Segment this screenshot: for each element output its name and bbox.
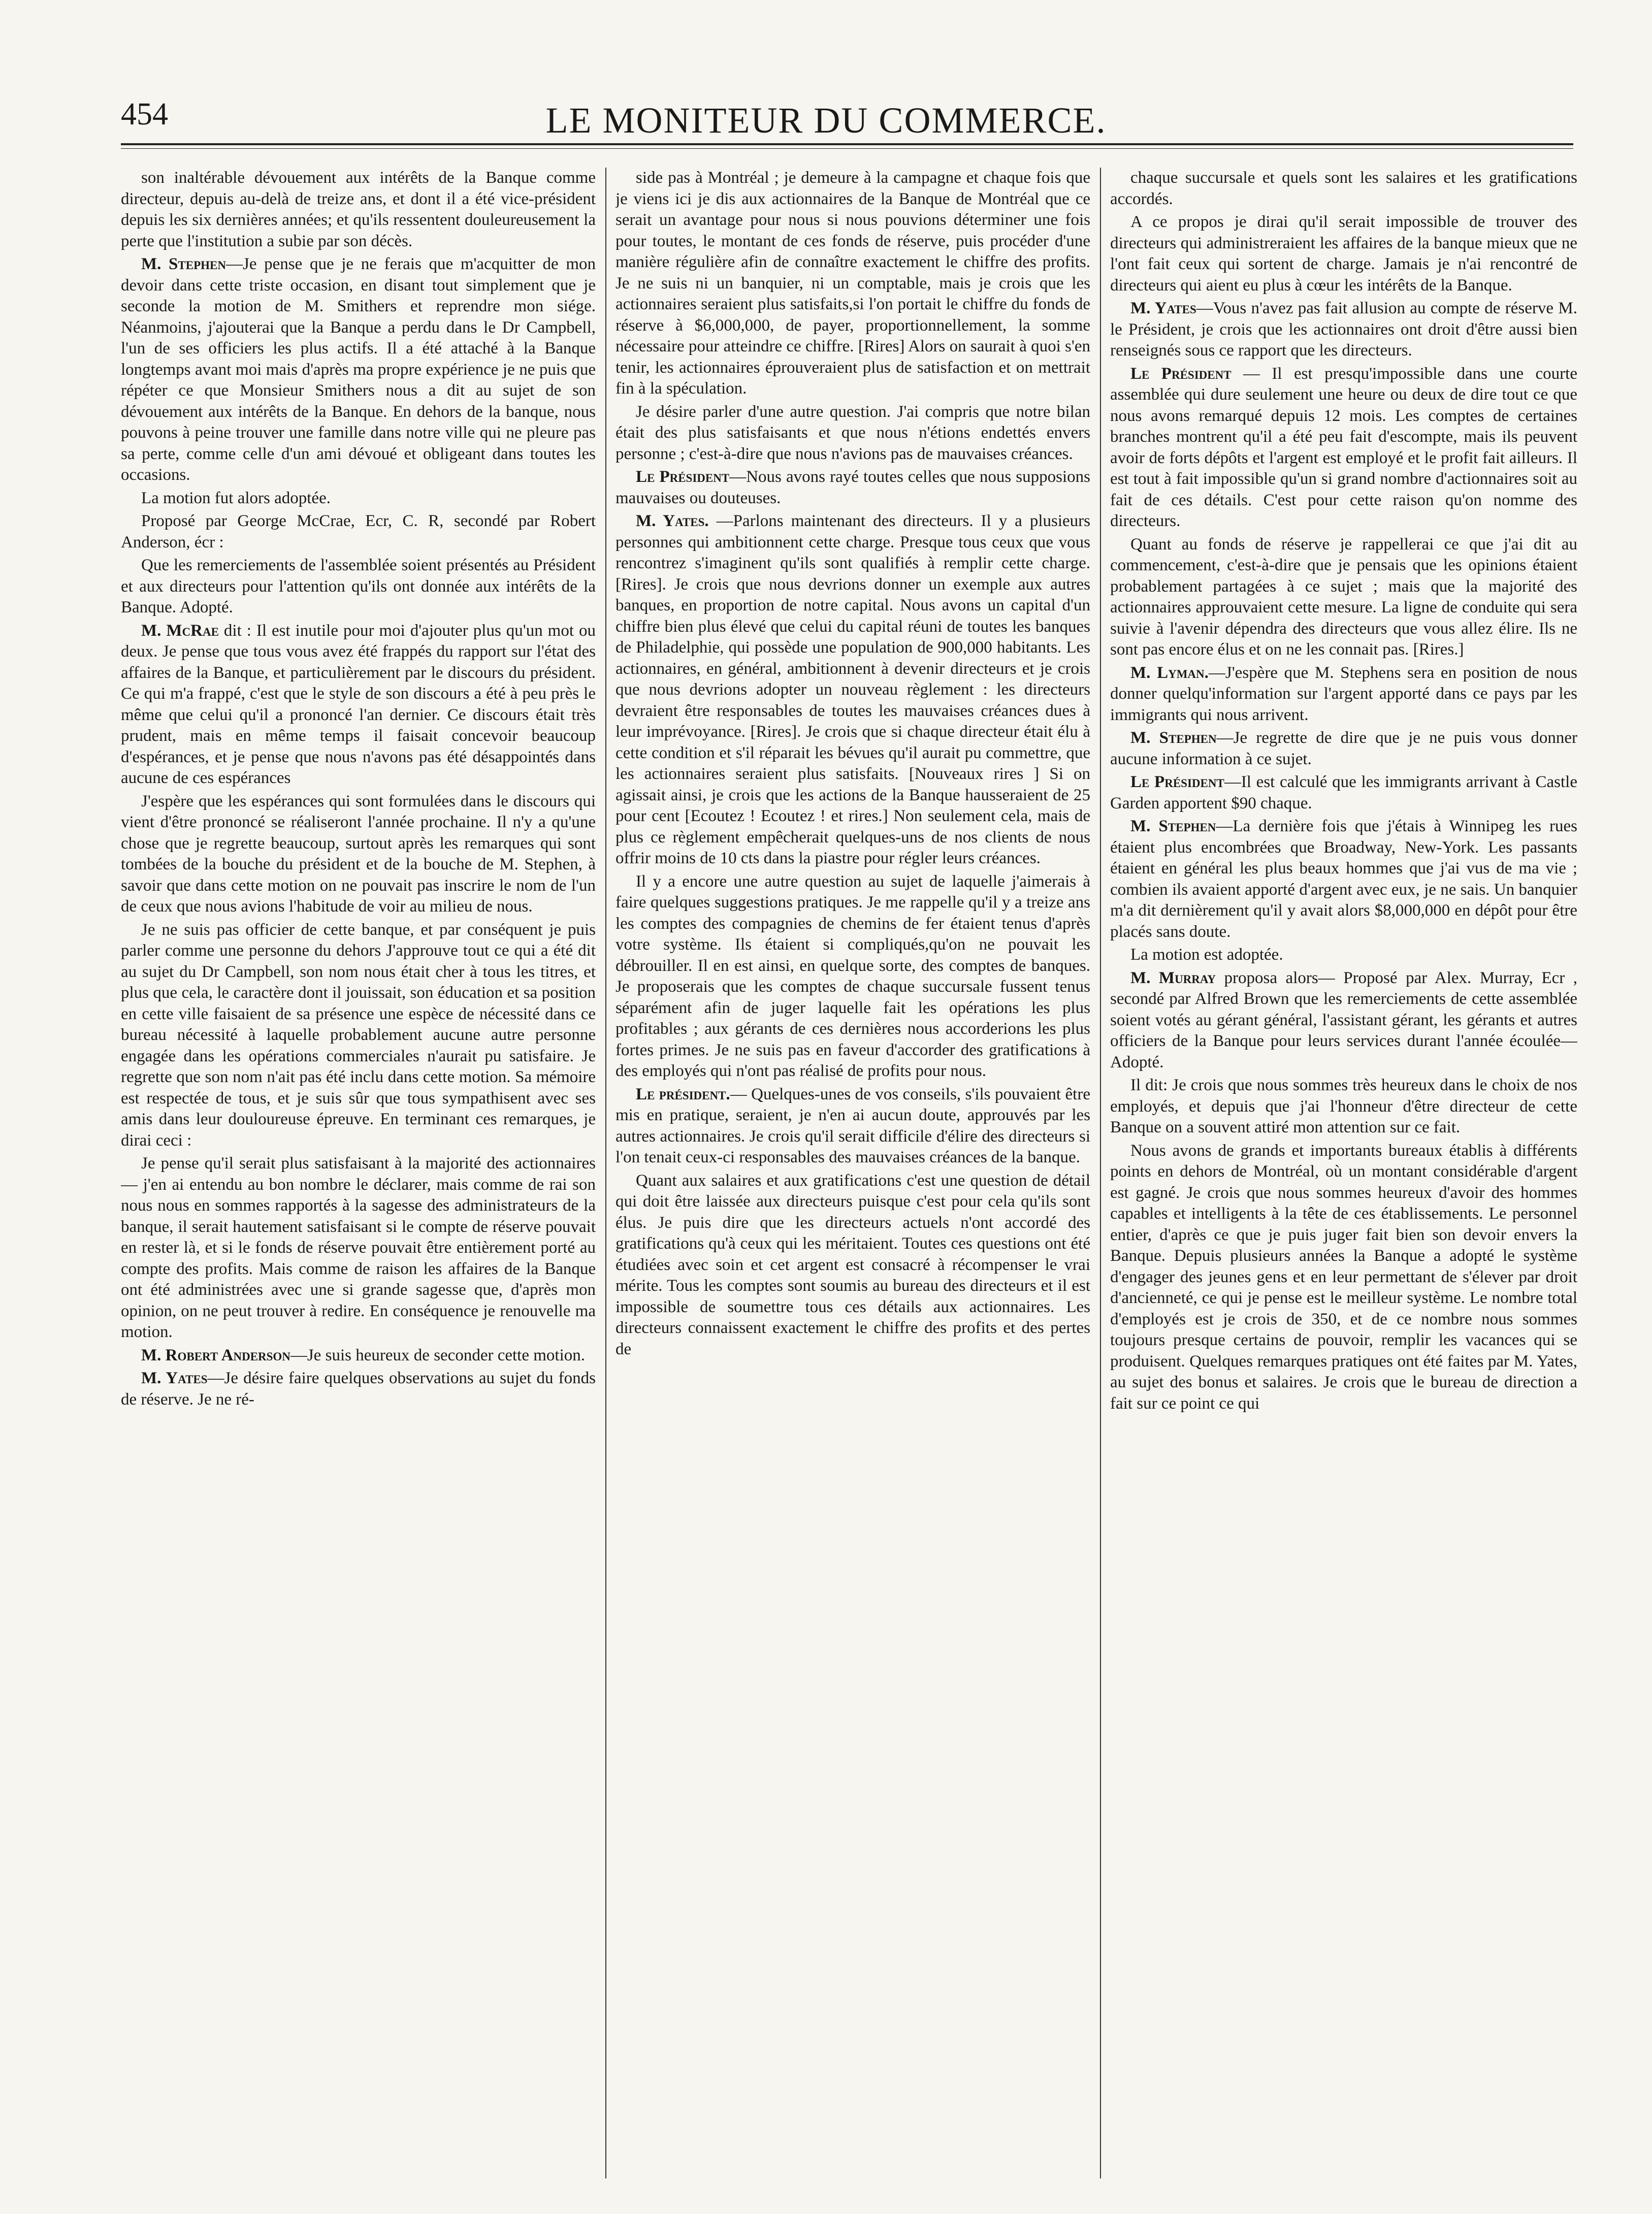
paragraph <box>121 555 596 618</box>
paragraph <box>616 402 1090 465</box>
paragraph <box>1110 364 1577 532</box>
paragraph-text: Il dit: Je crois que nous sommes très heureux dans le choix de nos employés, et depuis que j'ai l'honneur d'être directeur de cette Banque on a souvent attiré mon attention sur ce fait. <box>1110 1076 1577 1136</box>
paragraph <box>121 1153 596 1343</box>
paragraph <box>1110 534 1577 661</box>
paragraph-text: A ce propos je dirai qu'il serait impossible de trouver des directeurs qui administreraient les affaires de la banque mieux que ne l'ont fait ceux qui sortent de charge. Jamais je n'ai rencontré de directeurs qui aient eu plus à cœur les intérêts de la Banque. <box>1110 213 1577 295</box>
paragraph <box>616 871 1090 1082</box>
paragraph <box>616 168 1090 400</box>
paragraph-text: —Il est calculé que les immigrants arrivant à Castle Garden apportent $90 chaque. <box>1110 773 1577 812</box>
speaker-name: Le Président <box>1130 773 1224 791</box>
paragraph-text: Je ne suis pas officier de cette banque, et par conséquent je puis parler comme une personne du dehors J'approuve tout ce qui a été dit au sujet du Dr Campbell, son nom nous était cher à tous les titres, et plus que cela, le caractère dont il jouissait, son éducation et sa position en cette ville faisaient de sa présence une espèce de nécessité dans ce bureau nécessité à laquelle probablement aucune autre personne engagée dans les opérations commerciales n'aurait pu satisfaire. Je regrette que son nom n'ait pas été inclu dans cette motion. Sa mémoire est respectée de tous, et je suis sûr que tous sympathisent avec ses amis dans leur douloureuse épreuve. En terminant ces remarques, je dirai ceci : <box>121 920 596 1150</box>
paragraph <box>121 488 596 509</box>
column-1 <box>121 168 596 2178</box>
paragraph-text: —Je pense que je ne ferais que m'acquitter de mon devoir dans cette triste occasion, en disant tout simplement que je seconde la motion de M. Smithers et reprendre mon siége. Néanmoins, j'ajouterai que la Banque a perdu dans le Dr Campbell, l'un de ses officiers les plus actifs. Il a été attaché à la Banque longtemps avant moi mais d'après ma propre expérience je ne puis que répéter ce que Monsieur Smithers nous a dit au sujet de son dévouement aux intérêts de la Banque. En dehors de la banque, nous pouvons à peine trouver une famille dans notre ville qui ne pleure pas sa perte, comme celle d'un ami dévoué et obligeant dans toutes les occasions. <box>121 255 596 484</box>
paragraph-text: Quant aux salaires et aux gratifications c'est une question de détail qui doit être laissée aux directeurs puisque c'est pour cela qu'ils sont élus. Je puis dire que les directeurs actuels n'ont accordé des gratifications qu'à ceux qui les méritaient. Toutes ces questions ont été étudiées avec soin et cet argent est consacré à récompenser le vrai mérite. Tous les comptes sont soumis au bureau des directeurs et il est impossible de soumettre tous ces détails aux actionnaires. Les directeurs connaissent exactement le chiffre des profits et des pertes de <box>616 1171 1090 1358</box>
paragraph-text: Que les remerciements de l'assemblée soient présentés au Président et aux directeurs pour l'attention qu'ils ont donnée aux intérêts de la Banque. Adopté. <box>121 556 596 616</box>
speaker-name: M. Stephen <box>1130 729 1217 747</box>
paragraph-text: —Je suis heureux de seconder cette motion. <box>290 1346 585 1364</box>
paragraph <box>121 254 596 486</box>
paragraph-text: chaque succursale et quels sont les salaires et les gratifications accordés. <box>1110 169 1577 208</box>
paragraph <box>1110 663 1577 726</box>
paragraph <box>1110 945 1577 966</box>
paragraph <box>1110 728 1577 770</box>
paragraph <box>121 1345 596 1366</box>
column-3 <box>1110 168 1577 2178</box>
paragraph <box>1110 816 1577 942</box>
speaker-name: Le Président <box>1130 364 1232 383</box>
page-number: 454 <box>121 97 168 132</box>
paragraph-text: — Quelques-unes de vos conseils, s'ils pouvaient être mis en pratique, seraient, je n'en ai aucun doute, approuvés par les autres actionnaires. Je crois qu'il serait difficile d'élire des directeurs si l'on tenait ceux-ci responsables des mauvaises créances de la banque. <box>616 1085 1090 1166</box>
paragraph-text: side pas à Montréal ; je demeure à la campagne et chaque fois que je viens ici je dis aux actionnaires de la Banque de Montréal que ce serait un avantage pour nous si nous pouvions déterminer une fois pour toutes, le montant de ces fonds de réserve, puis procéder d'une manière régulière afin de connaître exactement le chiffre des profits. Je ne suis ni un banquier, ni un comptable, mais je crois que les actionnaires seraient plus satisfaits,si l'on portait le chiffre du fonds de réserve à $6,000,000, de payer, proportionnellement, la somme nécessaire pour atteindre ce chiffre. [Rires] Alors on saurait à quoi s'en tenir, les actionnaires éprouveraient plus de satisfaction et on mettrait fin à la spéculation. <box>616 169 1090 398</box>
speaker-name: M. Stephen <box>1130 817 1216 835</box>
paragraph-text: —Je regrette de dire que je ne puis vous donner aucune information à ce sujet. <box>1110 729 1577 768</box>
speaker-name: Le président. <box>636 1085 730 1103</box>
speaker-name: M. McRae <box>141 621 219 640</box>
paragraph-text: —La dernière fois que j'étais à Winnipeg les rues étaient plus encombrées que Broadway, New-York. Les passants étaient en général les plus beaux hommes que j'ai vus de ma vie ; combien ils avaient apporté d'argent avec eux, je ne sais. Un banquier m'a dit dernièrement qu'il y avait alors $8,000,000 en dépôt pour être placés sans doute. <box>1110 817 1577 941</box>
paragraph-text: proposa alors— Proposé par Alex. Murray, Ecr , secondé par Alfred Brown que les remerciements de cette assemblée soient votés au gérant général, l'assistant gérant, les gérants et autres officiers de la Banque pour leurs services durant l'année écoulée—Adopté. <box>1110 968 1577 1071</box>
paragraph-text: La motion est adoptée. <box>1130 946 1283 964</box>
paragraph <box>121 1368 596 1410</box>
speaker-name: Le Président <box>636 468 730 486</box>
header-rule <box>121 143 1573 149</box>
speaker-name: M. Robert Anderson <box>141 1346 290 1364</box>
paragraph-text: —Nous avons rayé toutes celles que nous supposions mauvaises ou douteuses. <box>616 468 1090 507</box>
paragraph-text: —Je désire faire quelques observations au sujet du fonds de réserve. Je ne ré- <box>121 1369 596 1409</box>
speaker-name: M. Stephen <box>141 255 226 273</box>
paragraph-text: son inaltérable dévouement aux intérêts de la Banque comme directeur, depuis au-delà de treize ans, et dont il a été vice-président depuis les six dernières années; et qu'ils ressentent douleureusement la perte que l'institution a subie par son décès. <box>121 169 596 250</box>
paragraph <box>121 511 596 553</box>
speaker-name: M. Yates <box>1130 299 1196 317</box>
paragraph <box>616 511 1090 869</box>
paragraph <box>121 168 596 252</box>
speaker-name: M. Yates <box>141 1369 208 1387</box>
paragraph <box>1110 168 1577 210</box>
paragraph <box>616 467 1090 509</box>
paragraph <box>121 920 596 1152</box>
paragraph-text: —Parlons maintenant des directeurs. Il y a plusieurs personnes qui ambitionnent cette charge. Presque tous ceux que vous rencontrez s'imaginent qu'ils sont qualifiés à remplir cette charge. [Rires]. Je crois que nous devrions donner un exemple aux autres banques, en proportion de notre capital. Nous avons un capital d'un chiffre bien plus élevé que celui du capital réuni de toutes les banques de Philadelphie, qui possède une population de 900,000 habitants. Les actionnaires, en général, ambitionnent à devenir directeurs et je crois que nous devrions adopter un nouveau règlement : les directeurs devraient être responsables de toutes les mauvaises créances dues à leur imprévoyance. [Rires]. Je crois que si chaque directeur était élu à cette condition et s'il réparait les bévues qu'il aurait pu commettre, que les actionnaires seraient plus satisfaits. [Nouveaux rires ] Si on agissait ainsi, je crois que les actions de la Banque hausseraient de 25 pour cent [Ecoutez ! Ecoutez ! et rires.] Non seulement cela, mais de plus ce règlement empêcherait quelques-uns de nos clients de nous offrir moins de 10 cts dans la piastre pour régler leurs créances. <box>616 512 1090 867</box>
paragraph-text: —J'espère que M. Stephens sera en position de nous donner quelqu'information sur l'argent apporté dans ce pays par les immigrants qui nous arrivent. <box>1110 663 1577 724</box>
speaker-name: M. Yates. <box>636 512 709 530</box>
paragraph <box>121 791 596 918</box>
paragraph-text: — Il est presqu'impossible dans une courte assemblée qui dure seulement une heure ou deux de dire tout ce que nous avons remarqué depuis 12 mois. Les comptes de certaines branches montrent qu'il a été peu fait d'escompte, mais ils peuvent avoir de forts dépôts et l'argent est employé et le profit fait ailleurs. Il est tout à fait impossible qu'un si grand nombre d'actionnaires soit au fait de ces détails. C'est pour cette raison qu'on nomme des directeurs. <box>1110 364 1577 530</box>
column-2 <box>616 168 1090 2178</box>
paragraph <box>1110 212 1577 296</box>
paragraph <box>616 1084 1090 1168</box>
paragraph-text: J'espère que les espérances qui sont formulées dans le discours qui vient d'être prononcé se réaliseront l'année prochaine. Il n'y a qu'une chose que je regrette beaucoup, surtout après les remarques qui sont tombées de la bouche du président et de la bouche de M. Stephen, à savoir que dans cette motion on ne pouvait pas inscrire le nom de l'un de ceux que nous avions l'habitude de voir au milieu de nous. <box>121 792 596 916</box>
paragraph-text: Nous avons de grands et importants bureaux établis à différents points en dehors de Montréal, où un montant considérable d'argent est gagné. Je crois que nous sommes heureux d'avoir des hommes capables et intelligents à la tête de ces établissements. Le personnel entier, d'après ce que je puis juger fait bien son devoir envers la Banque. Depuis plusieurs années la Banque a adopté le système d'engager des jeunes gens et en leur permettant de s'élever par droit d'ancienneté, ce qui je pense est le meilleur système. Le nombre total d'employés est je crois de 350, et de ce nombre nous sommes toujours presque certains de pouvoir, remplir les vacances qui se produisent. Quelques remarques pratiques ont été faites par M. Yates, au sujet des bonus et salaires. Je crois que le bureau de direction a fait sur ce point ce qui <box>1110 1141 1577 1413</box>
paragraph-text: Il y a encore une autre question au sujet de laquelle j'aimerais à faire quelques suggestions pratiques. Je me rappelle qu'il y a treize ans les comptes des compagnies de chemins de fer étaient tenus d'après votre système. Ils étaient si compliqués,qu'on ne pouvait les débrouiller. Il en est ainsi, en quelque sorte, des comptes de banques. Je proposerais que les comptes de chaque succursale fussent tenus séparément afin de juger laquelle fait les opérations les plus profitables ; aux gérants de ces dernières nous accorderions les plus fortes primes. Je ne suis pas en faveur d'accorder des gratifications à des employés qui n'ont pas réalisé de profits pour nous. <box>616 872 1090 1080</box>
paragraph-text: —Vous n'avez pas fait allusion au compte de réserve M. le Président, je crois que les actionnaires ont droit d'être aussi bien renseignés sous ce rapport que les directeurs. <box>1110 299 1577 360</box>
paragraph <box>121 621 596 789</box>
paragraph-text: Proposé par George McCrae, Ecr, C. R, secondé par Robert Anderson, écr : <box>121 512 596 551</box>
paragraph <box>1110 968 1577 1073</box>
paragraph <box>616 1170 1090 1360</box>
speaker-name: M. Lyman. <box>1130 663 1209 682</box>
paragraph <box>1110 1075 1577 1138</box>
paragraph-text: La motion fut alors adoptée. <box>141 489 331 507</box>
paragraph-text: Je pense qu'il serait plus satisfaisant à la majorité des actionnaires — j'en ai entendu au bon nombre le déclarer, mais comme de rai son nous nous en sommes rapportés à la sagesse des administrateurs de la banque, il serait hautement satisfaisant si le compte de réserve pouvait en rester là, et si le fonds de réserve pouvait être entièrement porté au compte des profits. Mais comme de raison les affaires de la Banque ont été administrées avec une si grande sagesse que, d'après mon opinion, on ne peut trouver à redire. En conséquence je renouvelle ma motion. <box>121 1154 596 1341</box>
speaker-name: M. Murray <box>1130 968 1216 987</box>
column-divider <box>1100 168 1101 2178</box>
paragraph-text: Je désire parler d'une autre question. J'ai compris que notre bilan était des plus satisfaisants et que nous n'étions endettés envers personne ; c'est-à-dire que nous n'avions pas de mauvaises créances. <box>616 402 1090 463</box>
paragraph <box>1110 298 1577 362</box>
paragraph <box>1110 772 1577 814</box>
paragraph-text: Quant au fonds de réserve je rappellerai ce que j'ai dit au commencement, c'est-à-dire que je pensais que les opinions étaient probablement partagées à ce sujet ; mais que la majorité des actionnaires approuvaient cette mesure. La ligne de conduite qui sera suivie à l'avenir dépendra des directeurs que vous allez élire. Ils ne sont pas encore élus et on ne les connait pas. [Rires.] <box>1110 535 1577 659</box>
paragraph <box>1110 1141 1577 1415</box>
masthead-title: LE MONITEUR DU COMMERCE. <box>545 100 1107 141</box>
paragraph-text: dit : Il est inutile pour moi d'ajouter plus qu'un mot ou deux. Je pense que tous vous avez été frappés du rapport sur l'état des affaires de la Banque, et particulièrement par le discours du président. Ce qui m'a frappé, c'est que le style de son discours a été à peu près le même que celui qu'il a prononcé l'an dernier. Ce discours était très prudent, mais en même temps il faisait concevoir beaucoup d'espérances, et je pense que nous n'avons pas été désappointés dans aucune de ces espérances <box>121 621 596 787</box>
column-divider <box>605 168 606 2178</box>
